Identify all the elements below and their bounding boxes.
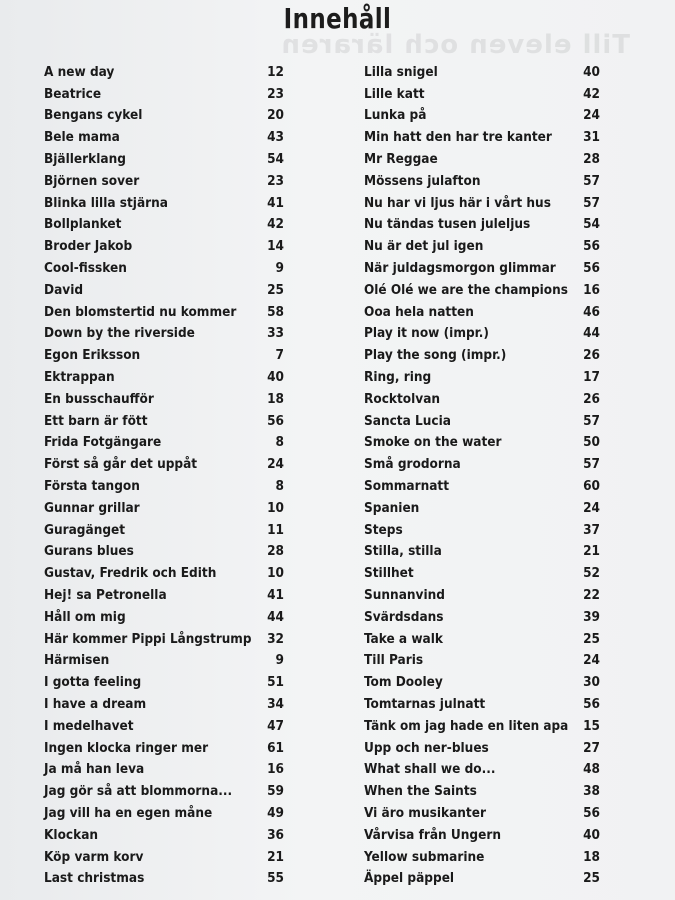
- toc-entry-title: Jag vill ha en egen måne: [44, 804, 213, 821]
- toc-entry-page: 11: [267, 521, 284, 538]
- toc-entry-title: Ring, ring: [364, 369, 432, 386]
- toc-entry-page: 37: [583, 521, 600, 538]
- toc-entry: [44, 344, 284, 366]
- toc-entry-title: Bollplanket: [44, 216, 122, 233]
- toc-entry: [44, 235, 284, 257]
- toc-entry-title: Små grodorna: [364, 456, 461, 473]
- toc-entry-title: A new day: [44, 63, 115, 80]
- toc-entry: [364, 366, 600, 388]
- toc-entry-page: 58: [267, 303, 284, 320]
- toc-entry-page: 16: [267, 761, 284, 778]
- toc-entry: [364, 715, 600, 737]
- toc-entry-page: 23: [267, 85, 284, 102]
- toc-entry-title: Lille katt: [364, 85, 425, 102]
- toc-entry: [364, 541, 600, 563]
- toc-entry-page: 51: [267, 674, 284, 691]
- toc-entry-page: 61: [267, 739, 284, 756]
- toc-entry: [44, 802, 284, 824]
- toc-entry-page: 9: [275, 652, 284, 669]
- toc-entry-title: Först så går det uppåt: [44, 456, 198, 473]
- toc-entry-title: Bele mama: [44, 129, 120, 146]
- toc-entry: [44, 279, 284, 301]
- toc-entry-page: 42: [583, 85, 600, 102]
- toc-entry: [44, 148, 284, 170]
- toc-entry-title: Take a walk: [364, 630, 443, 647]
- toc-entry-page: 40: [583, 63, 600, 80]
- toc-entry-title: David: [44, 281, 84, 298]
- show-through-text: Till eleven och läraren: [280, 30, 630, 60]
- toc-entry-page: 7: [275, 347, 284, 364]
- toc-entry-title: Nu är det jul igen: [364, 238, 484, 255]
- toc-entry-page: 25: [267, 281, 284, 298]
- toc-entry: [44, 737, 284, 759]
- toc-entry-page: 56: [267, 412, 284, 429]
- toc-entry-title: Första tangon: [44, 478, 140, 495]
- toc-entry: [364, 802, 600, 824]
- toc-entry-page: 60: [583, 478, 600, 495]
- toc-entry-title: Björnen sover: [44, 172, 140, 189]
- toc-entry-title: Nu tändas tusen juleljus: [364, 216, 531, 233]
- toc-entry-page: 56: [583, 238, 600, 255]
- page-title: Innehåll: [283, 2, 392, 35]
- toc-entry-title: Tänk om jag hade en liten apa: [364, 717, 569, 734]
- toc-entry: [364, 301, 600, 323]
- toc-entry-page: 39: [583, 608, 600, 625]
- toc-entry-page: 31: [583, 129, 600, 146]
- toc-entry-page: 50: [583, 434, 600, 451]
- toc-entry: [364, 606, 600, 628]
- toc-entry-title: Beatrice: [44, 85, 102, 102]
- toc-entry-title: Bjällerklang: [44, 151, 126, 168]
- toc-entry: [44, 628, 284, 650]
- toc-entry: [364, 693, 600, 715]
- toc-entry-page: 28: [583, 151, 600, 168]
- toc-entry: [364, 475, 600, 497]
- toc-entry: [364, 170, 600, 192]
- toc-entry-page: 56: [583, 696, 600, 712]
- toc-entry-page: 24: [583, 652, 600, 669]
- toc-entry: [364, 388, 600, 410]
- toc-entry-title: Härmisen: [44, 652, 110, 669]
- toc-entry: [44, 126, 284, 148]
- toc-entry: [364, 453, 600, 475]
- toc-entry: [44, 410, 284, 432]
- toc-entry: [364, 562, 600, 584]
- toc-entry-page: 44: [583, 325, 600, 342]
- toc-entry: [44, 214, 284, 236]
- toc-entry-title: Köp varm korv: [44, 848, 144, 865]
- toc-column-left: [44, 61, 284, 889]
- toc-entry-title: Broder Jakob: [44, 238, 133, 255]
- toc-entry: [364, 235, 600, 257]
- toc-entry-title: What shall we do...: [364, 761, 496, 778]
- toc-entry-title: Lunka på: [364, 107, 427, 124]
- toc-entry: [364, 867, 600, 889]
- toc-entry-title: Svärdsdans: [364, 608, 444, 625]
- toc-entry-title: I have a dream: [44, 696, 147, 712]
- toc-entry-page: 48: [583, 761, 600, 778]
- toc-entry: [364, 323, 600, 345]
- toc-entry-page: 10: [267, 499, 284, 516]
- toc-entry-page: 8: [275, 478, 284, 495]
- toc-entry-title: Stillhet: [364, 565, 414, 582]
- toc-entry-title: Stilla, stilla: [364, 543, 442, 560]
- toc-entry-title: Gustav, Fredrik och Edith: [44, 565, 217, 582]
- toc-entry: [364, 497, 600, 519]
- toc-entry-title: Down by the riverside: [44, 325, 195, 342]
- toc-entry-title: Ektrappan: [44, 369, 115, 386]
- toc-entry: [364, 214, 600, 236]
- toc-entry-title: Klockan: [44, 826, 99, 843]
- toc-entry: [44, 759, 284, 781]
- toc-entry-page: 18: [583, 848, 600, 865]
- toc-entry-title: Ingen klocka ringer mer: [44, 739, 209, 756]
- toc-entry: [44, 584, 284, 606]
- toc-entry-title: Min hatt den har tre kanter: [364, 129, 552, 146]
- toc-entry-title: Cool-fissken: [44, 260, 127, 277]
- toc-entry-page: 57: [583, 172, 600, 189]
- toc-entry-page: 23: [267, 172, 284, 189]
- toc-entry-title: Vårvisa från Ungern: [364, 826, 501, 843]
- toc-entry: [364, 61, 600, 83]
- toc-entry: [44, 780, 284, 802]
- toc-entry: [364, 432, 600, 454]
- toc-entry-page: 25: [583, 870, 600, 887]
- toc-entry-page: 25: [583, 630, 600, 647]
- toc-column-right: [364, 61, 600, 889]
- toc-entry-title: Steps: [364, 521, 403, 538]
- toc-entry-title: Håll om mig: [44, 608, 126, 625]
- toc-entry: [44, 846, 284, 868]
- toc-entry-page: 57: [583, 412, 600, 429]
- toc-entry: [44, 366, 284, 388]
- toc-entry-title: Sommarnatt: [364, 478, 450, 495]
- toc-entry: [44, 497, 284, 519]
- toc-entry-page: 56: [583, 260, 600, 277]
- toc-entry-page: 57: [583, 194, 600, 211]
- toc-entry-page: 49: [267, 804, 284, 821]
- toc-entry-page: 24: [583, 107, 600, 124]
- toc-entry-page: 14: [267, 238, 284, 255]
- toc-entry-title: I gotta feeling: [44, 674, 142, 691]
- toc-entry: [364, 257, 600, 279]
- toc-entry-page: 9: [275, 260, 284, 277]
- toc-entry-title: Ett barn är fött: [44, 412, 148, 429]
- toc-entry-title: Guragänget: [44, 521, 126, 538]
- toc-entry-page: 38: [583, 783, 600, 800]
- toc-entry-title: Sancta Lucia: [364, 412, 451, 429]
- toc-entry-page: 15: [583, 717, 600, 734]
- toc-entry-page: 28: [267, 543, 284, 560]
- toc-entry-page: 33: [267, 325, 284, 342]
- toc-entry: [44, 323, 284, 345]
- toc-entry: [44, 301, 284, 323]
- toc-entry-title: Egon Eriksson: [44, 347, 141, 364]
- toc-entry: [364, 737, 600, 759]
- toc-entry-page: 32: [267, 630, 284, 647]
- toc-entry: [44, 257, 284, 279]
- toc-entry: [44, 475, 284, 497]
- toc-entry-title: I medelhavet: [44, 717, 134, 734]
- toc-entry-title: Vi äro musikanter: [364, 804, 486, 821]
- toc-entry-page: 40: [583, 826, 600, 843]
- toc-entry-title: Till Paris: [364, 652, 424, 669]
- toc-entry-page: 41: [267, 194, 284, 211]
- toc-entry-page: 27: [583, 739, 600, 756]
- toc-entry-page: 57: [583, 456, 600, 473]
- toc-entry-title: Här kommer Pippi Långstrump: [44, 630, 252, 647]
- toc-entry: [364, 148, 600, 170]
- toc-entry-title: Olé Olé we are the champions: [364, 281, 568, 298]
- toc-entry: [364, 126, 600, 148]
- toc-entry-page: 16: [583, 281, 600, 298]
- toc-entry-title: Mössens julafton: [364, 172, 481, 189]
- toc-entry: [44, 105, 284, 127]
- toc-entry-title: Nu har vi ljus här i vårt hus: [364, 194, 551, 211]
- toc-entry-title: Mr Reggae: [364, 151, 438, 168]
- toc-entry: [44, 715, 284, 737]
- toc-entry-title: En busschaufför: [44, 390, 154, 407]
- toc-entry-title: Ooa hela natten: [364, 303, 474, 320]
- toc-entry-title: Blinka lilla stjärna: [44, 194, 168, 211]
- toc-entry-page: 59: [267, 783, 284, 800]
- toc-entry-page: 21: [583, 543, 600, 560]
- toc-entry: [364, 279, 600, 301]
- toc-entry-page: 24: [267, 456, 284, 473]
- toc-entry-page: 30: [583, 674, 600, 691]
- toc-entry: [364, 759, 600, 781]
- toc-entry: [44, 453, 284, 475]
- toc-entry: [44, 519, 284, 541]
- toc-entry-page: 41: [267, 587, 284, 604]
- toc-entry-title: Spanien: [364, 499, 420, 516]
- toc-entry-page: 52: [583, 565, 600, 582]
- toc-entry: [44, 650, 284, 672]
- toc-entry-page: 22: [583, 587, 600, 604]
- toc-entry-page: 34: [267, 696, 284, 712]
- toc-entry-title: Smoke on the water: [364, 434, 502, 451]
- toc-entry: [364, 83, 600, 105]
- toc-entry-title: När juldagsmorgon glimmar: [364, 260, 556, 277]
- toc-entry-title: Play it now (impr.): [364, 325, 489, 342]
- toc-entry-title: When the Saints: [364, 783, 477, 800]
- toc-entry-title: Tomtarnas julnatt: [364, 696, 486, 712]
- toc-entry: [364, 671, 600, 693]
- toc-entry: [364, 824, 600, 846]
- toc-entry-page: 40: [267, 369, 284, 386]
- toc-entry-page: 21: [267, 848, 284, 865]
- toc-entry-title: Ja må han leva: [44, 761, 145, 778]
- toc-entry: [364, 846, 600, 868]
- toc-entry-page: 20: [267, 107, 284, 124]
- toc-entry-title: Upp och ner-blues: [364, 739, 489, 756]
- toc-entry: [364, 410, 600, 432]
- toc-entry-page: 43: [267, 129, 284, 146]
- toc-entry-title: Bengans cykel: [44, 107, 143, 124]
- toc-entry-page: 10: [267, 565, 284, 582]
- toc-entry-page: 44: [267, 608, 284, 625]
- toc-entry-title: Hej! sa Petronella: [44, 587, 167, 604]
- toc-entry: [44, 824, 284, 846]
- toc-entry-page: 26: [583, 390, 600, 407]
- toc-entry-title: Yellow submarine: [364, 848, 485, 865]
- toc-entry-page: 47: [267, 717, 284, 734]
- toc-entry: [44, 83, 284, 105]
- toc-entry-title: Jag gör så att blommorna...: [44, 783, 233, 800]
- toc-entry-title: Tom Dooley: [364, 674, 443, 691]
- toc-entry-page: 54: [583, 216, 600, 233]
- toc-entry-title: Gurans blues: [44, 543, 134, 560]
- toc-entry-page: 42: [267, 216, 284, 233]
- toc-entry-title: Lilla snigel: [364, 63, 438, 80]
- toc-entry: [364, 650, 600, 672]
- toc-entry: [44, 432, 284, 454]
- toc-entry: [364, 628, 600, 650]
- toc-entry: [364, 105, 600, 127]
- toc-entry: [44, 606, 284, 628]
- toc-entry: [44, 170, 284, 192]
- toc-entry: [44, 693, 284, 715]
- toc-entry: [364, 344, 600, 366]
- toc-entry-page: 26: [583, 347, 600, 364]
- toc-entry-title: Den blomstertid nu kommer: [44, 303, 237, 320]
- toc-entry-page: 56: [583, 804, 600, 821]
- toc-entry: [44, 541, 284, 563]
- toc-entry-page: 54: [267, 151, 284, 168]
- toc-entry-title: Play the song (impr.): [364, 347, 507, 364]
- toc-entry: [364, 584, 600, 606]
- toc-entry-title: Rocktolvan: [364, 390, 441, 407]
- toc-entry: [44, 192, 284, 214]
- toc-entry-title: Gunnar grillar: [44, 499, 140, 516]
- toc-entry-page: 18: [267, 390, 284, 407]
- toc-entry: [44, 388, 284, 410]
- toc-entry-page: 36: [267, 826, 284, 843]
- toc-entry-title: Last christmas: [44, 870, 145, 887]
- toc-entry: [44, 671, 284, 693]
- toc-entry-page: 8: [275, 434, 284, 451]
- toc-entry: [44, 867, 284, 889]
- toc-entry-page: 24: [583, 499, 600, 516]
- toc-entry: [364, 519, 600, 541]
- toc-entry-page: 12: [267, 63, 284, 80]
- toc-entry-page: 55: [267, 870, 284, 887]
- toc-entry-title: Äppel päppel: [364, 870, 455, 887]
- toc-entry: [44, 562, 284, 584]
- toc-entry-page: 46: [583, 303, 600, 320]
- toc-entry-title: Sunnanvind: [364, 587, 445, 604]
- toc-entry: [364, 780, 600, 802]
- toc-entry-title: Frida Fotgängare: [44, 434, 162, 451]
- toc-entry: [44, 61, 284, 83]
- toc-entry-page: 17: [583, 369, 600, 386]
- toc-entry: [364, 192, 600, 214]
